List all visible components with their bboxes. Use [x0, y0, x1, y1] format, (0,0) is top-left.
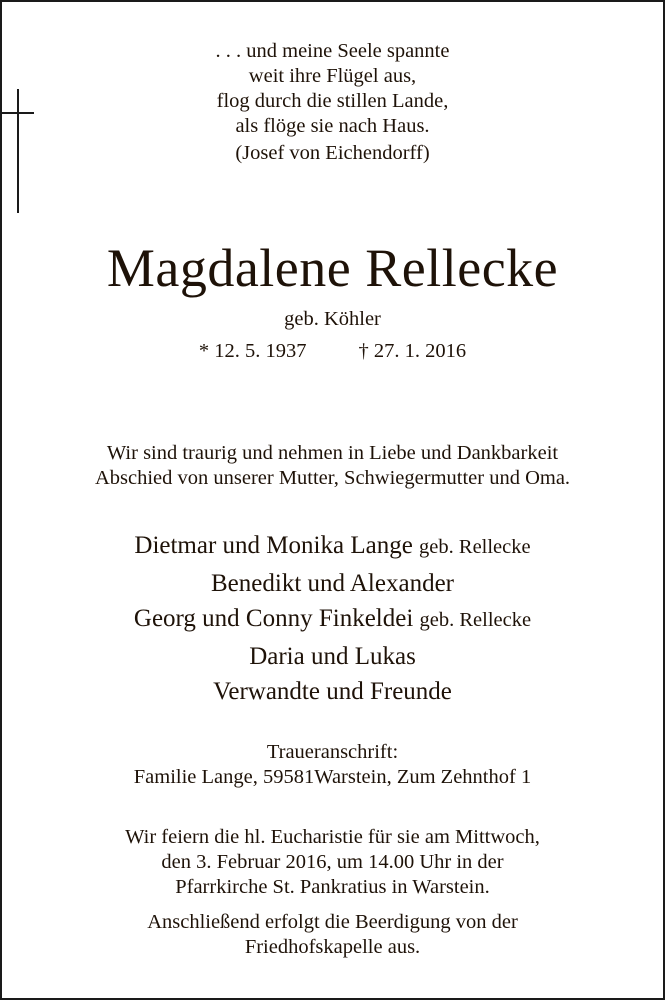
mourners-list: [0, 528, 665, 710]
poem-line: weit ihre Flügel aus,: [248, 65, 417, 87]
mass-line: Pfarrkirche St. Pankratius in Warstein.: [175, 876, 490, 898]
poem-line: flog durch die stillen Lande,: [216, 90, 449, 112]
mass-line: den 3. Februar 2016, um 14.00 Uhr in der: [161, 851, 504, 873]
burial-notice: [0, 910, 665, 960]
mass-notice: [0, 825, 665, 900]
farewell-line: Abschied von unserer Mutter, Schwiegermutter und Oma.: [94, 467, 571, 489]
life-dates: [0, 338, 665, 364]
address-label: Traueranschrift:: [266, 741, 399, 763]
mourner-entry: [0, 566, 665, 602]
farewell-text: [0, 441, 665, 491]
poem-line: als flöge sie nach Haus.: [235, 115, 430, 137]
deceased-name: Magdalene Rellecke: [106, 238, 559, 298]
mourner-name: Georg und Conny Finkeldei: [133, 605, 414, 632]
mourner-entry: [0, 639, 665, 675]
birth-date: * 12. 5. 1937: [198, 340, 307, 362]
mourner-name: Verwandte und Freunde: [213, 678, 452, 705]
poem-credit: (Josef von Eichendorff): [235, 142, 430, 164]
mourner-entry: [0, 528, 665, 566]
mourner-nee: geb. Rellecke: [419, 536, 531, 558]
mourning-address: [0, 740, 665, 790]
mourner-entry: [0, 674, 665, 710]
mourner-name: Benedikt und Alexander: [211, 569, 454, 597]
poem-line: . . . und meine Seele spannte: [215, 40, 450, 62]
burial-line: Friedhofskapelle aus.: [244, 936, 421, 958]
mourner-nee: geb. Rellecke: [419, 609, 532, 631]
address-value: Familie Lange, 59581Warstein, Zum Zehnthof 1: [133, 766, 532, 788]
mourner-name: Daria und Lukas: [249, 642, 416, 670]
poem-quote: [0, 39, 665, 166]
mass-line: Wir feiern die hl. Eucharistie für sie am Mittwoch,: [125, 826, 540, 848]
mourner-name: Dietmar und Monika Lange: [134, 532, 413, 559]
farewell-line: Wir sind traurig und nehmen in Liebe und Dankbarkeit: [106, 442, 559, 464]
maiden-name: geb. Köhler: [284, 308, 381, 330]
death-date: † 27. 1. 2016: [358, 340, 467, 362]
mourner-entry: [0, 601, 665, 639]
burial-line: Anschließend erfolgt die Beerdigung von der: [147, 911, 518, 933]
